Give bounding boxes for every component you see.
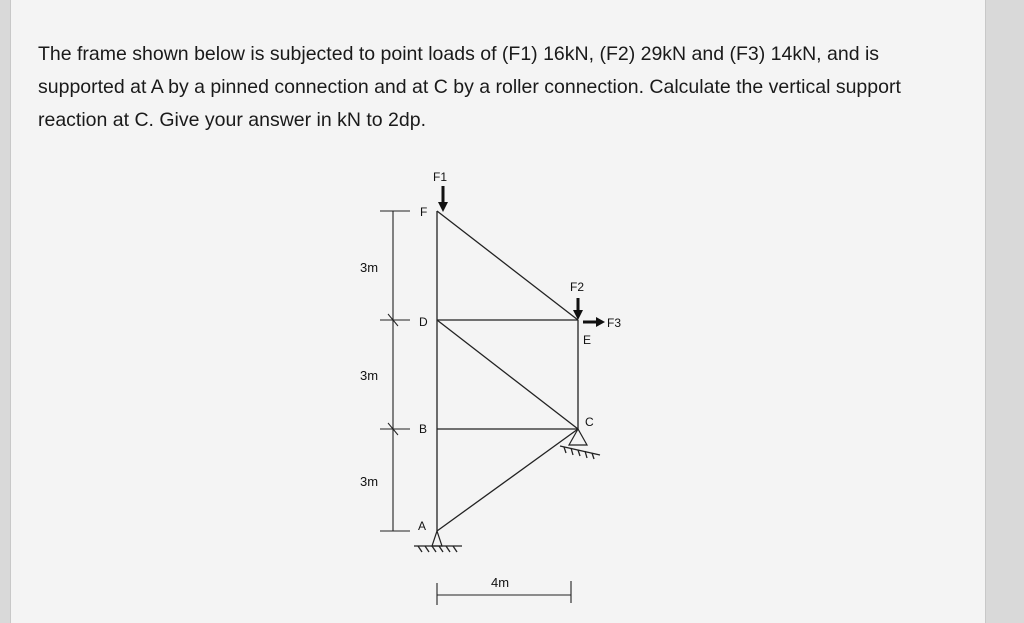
member-ac	[437, 429, 578, 531]
node-label-d: D	[419, 315, 428, 329]
question-text: The frame shown below is subjected to point loads of (F1) 16kN, (F2) 29kN and (F3) 14kN, and is supported at A by a pinned connection and at C by a roller connection. Calculate the vertical support reaction at C. Give your answer in kN to 2dp.	[38, 43, 901, 131]
load-arrow-f1	[438, 186, 448, 212]
node-label-b: B	[419, 422, 428, 436]
member-fe	[437, 211, 578, 320]
dim-label-ba: 3m	[360, 474, 379, 489]
pin-support-a	[414, 546, 462, 552]
roller-support-triangle	[569, 429, 587, 445]
load-label-f1: F1	[433, 170, 448, 184]
pin-support-triangle	[432, 531, 442, 546]
load-label-f2: F2	[570, 280, 585, 294]
node-label-f: F	[420, 205, 428, 219]
node-label-c: C	[585, 415, 594, 429]
node-label-a: A	[418, 519, 427, 533]
load-label-f3: F3	[607, 316, 622, 330]
member-dc	[437, 320, 578, 429]
dim-label-fd: 3m	[360, 260, 379, 275]
node-label-e: E	[583, 333, 592, 347]
load-arrow-f3	[583, 317, 605, 327]
dim-label-db: 3m	[360, 368, 379, 383]
roller-support-c	[560, 446, 600, 459]
dim-label-width: 4m	[491, 575, 510, 590]
